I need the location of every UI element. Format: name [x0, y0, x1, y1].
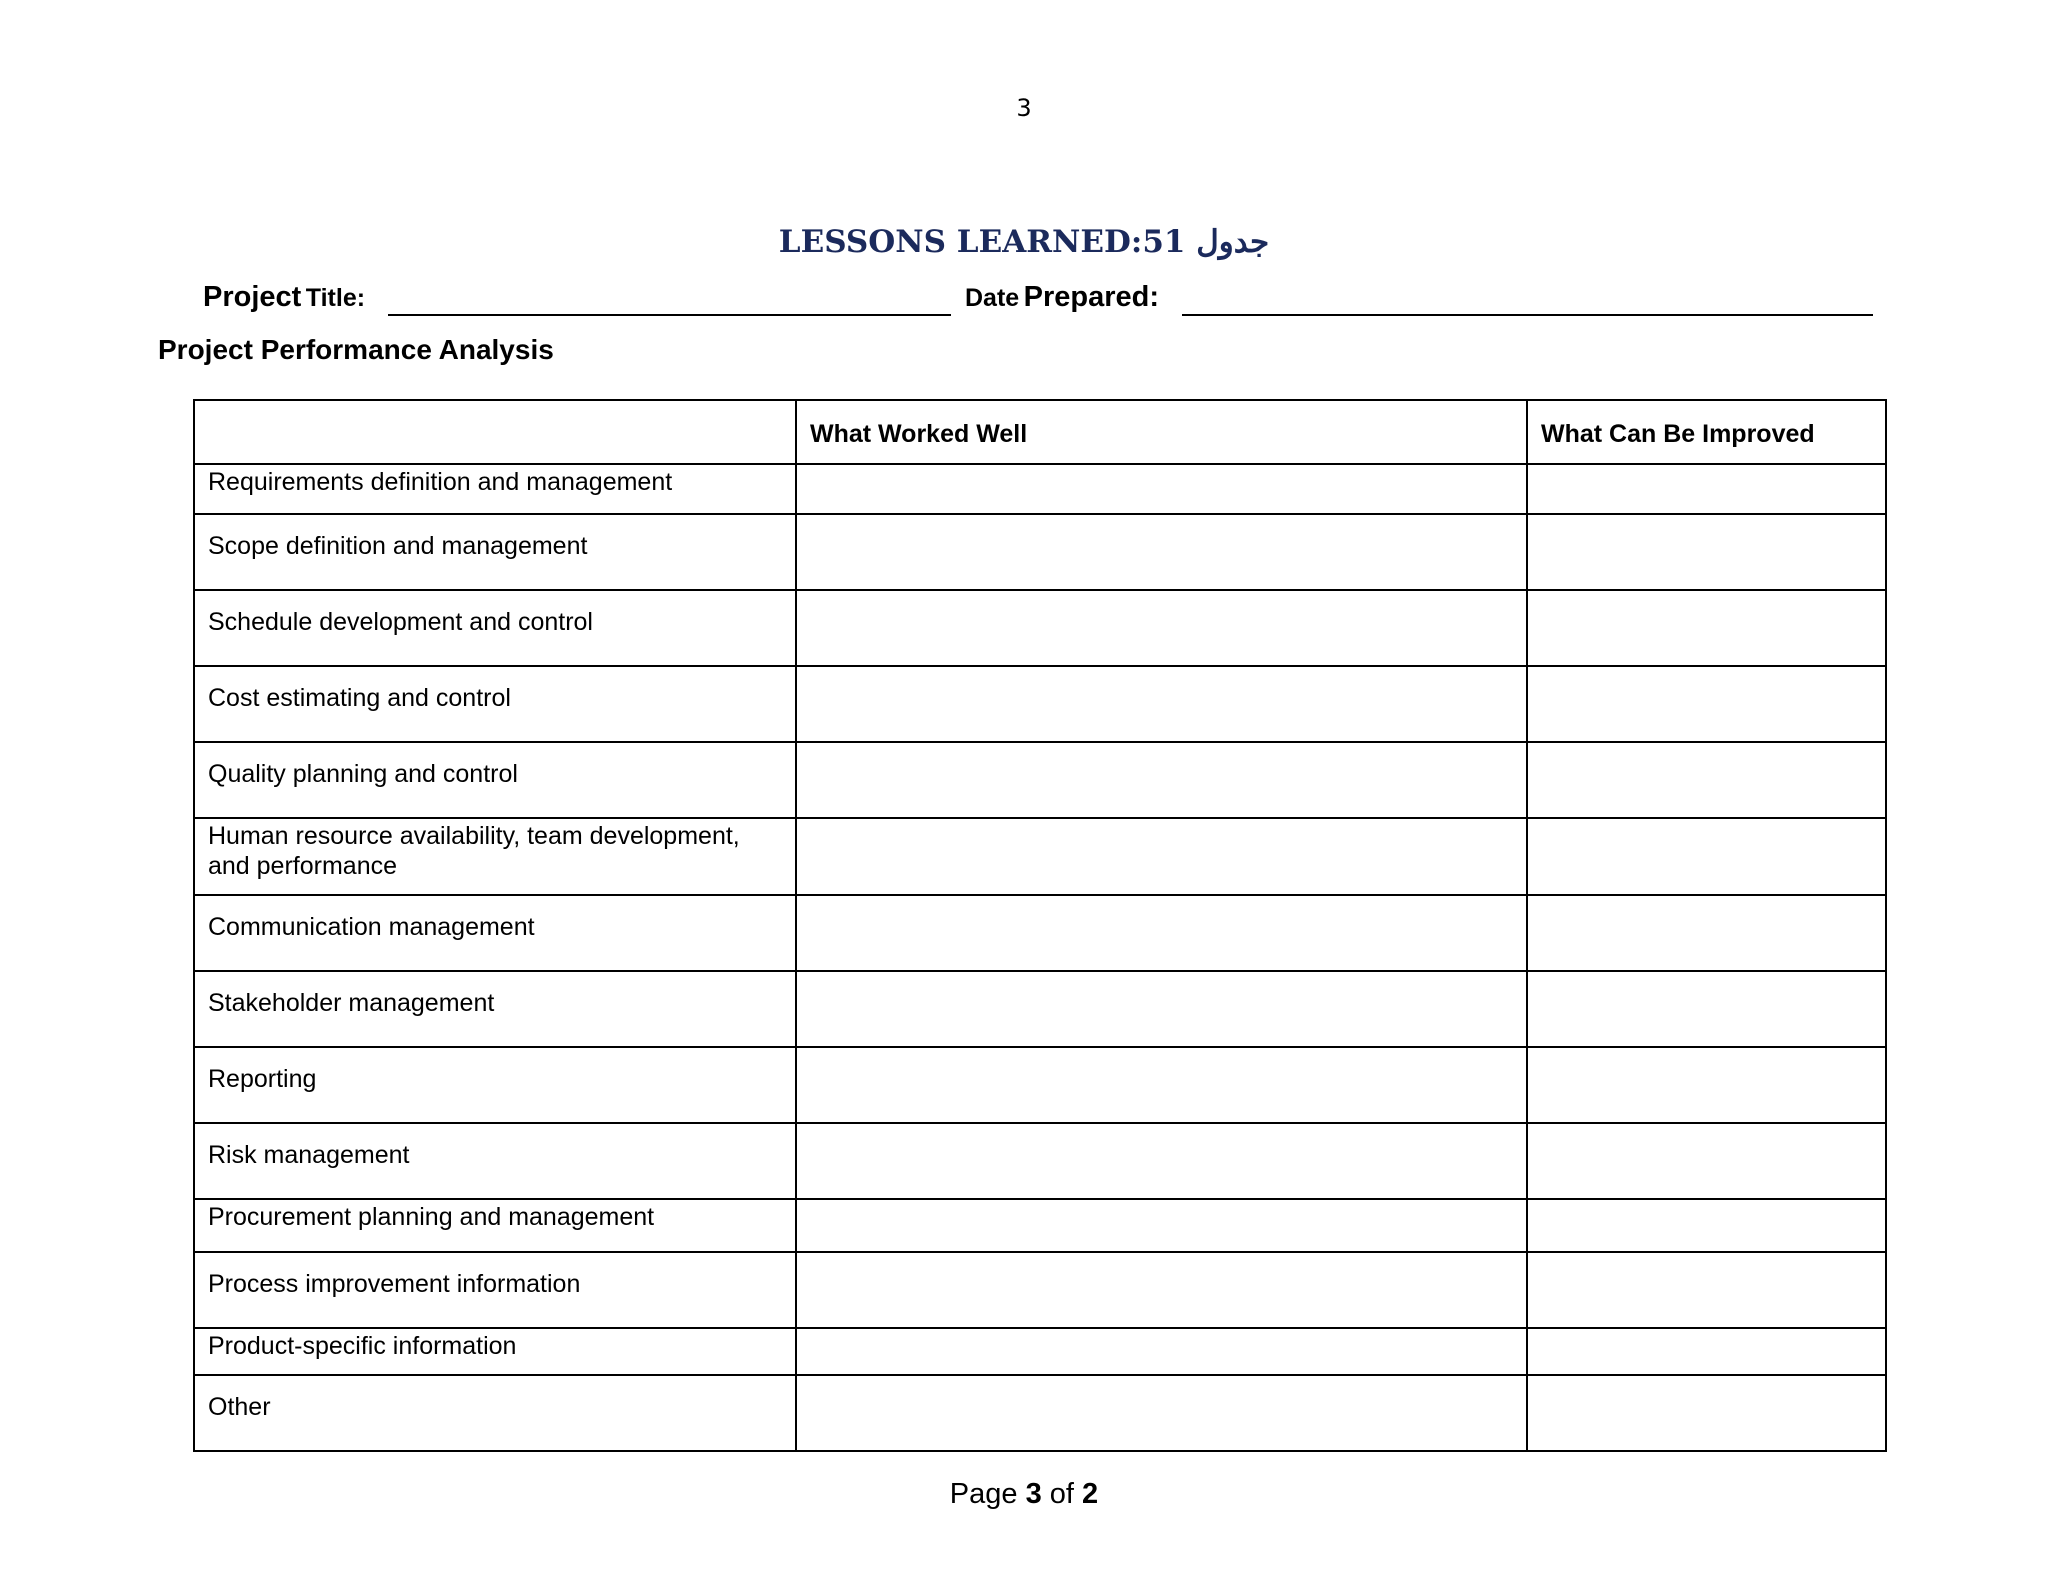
table-row	[194, 971, 1886, 1047]
row-category: Schedule development and control	[194, 590, 796, 666]
worked-well-cell[interactable]	[796, 1123, 1527, 1199]
date-prepared-field[interactable]	[1182, 314, 1873, 316]
column-header-improve: What Can Be Improved	[1527, 400, 1886, 464]
improve-cell[interactable]	[1527, 742, 1886, 818]
table-row	[194, 895, 1886, 971]
worked-well-cell[interactable]	[796, 1047, 1527, 1123]
worked-well-cell[interactable]	[796, 464, 1527, 514]
row-category: Quality planning and control	[194, 742, 796, 818]
table-row	[194, 1375, 1886, 1451]
page-number: 3	[1016, 94, 1032, 122]
footer-total-pages: 2	[1082, 1478, 1099, 1510]
improve-cell[interactable]	[1527, 1375, 1886, 1451]
improve-cell[interactable]	[1527, 1123, 1886, 1199]
table-row	[194, 1252, 1886, 1328]
worked-well-cell[interactable]	[796, 1252, 1527, 1328]
improve-cell[interactable]	[1527, 818, 1886, 895]
worked-well-cell[interactable]	[796, 1375, 1527, 1451]
page-footer	[0, 1478, 2048, 1511]
improve-cell[interactable]	[1527, 971, 1886, 1047]
document-title: LESSONS LEARNED:51 جدول	[778, 224, 1270, 260]
row-category: Risk management	[194, 1123, 796, 1199]
footer-page-word: Page	[949, 1478, 1018, 1510]
row-category: Stakeholder management	[194, 971, 796, 1047]
improve-cell[interactable]	[1527, 590, 1886, 666]
improve-cell[interactable]	[1527, 895, 1886, 971]
table-row	[194, 1199, 1886, 1252]
improve-cell[interactable]	[1527, 1047, 1886, 1123]
row-category: Cost estimating and control	[194, 666, 796, 742]
row-category: Human resource availability, team development, and performance	[194, 818, 796, 895]
table-row	[194, 1047, 1886, 1123]
header-fields	[203, 277, 1873, 317]
worked-well-cell[interactable]	[796, 895, 1527, 971]
worked-well-cell[interactable]	[796, 1199, 1527, 1252]
worked-well-cell[interactable]	[796, 1328, 1527, 1375]
improve-cell[interactable]	[1527, 666, 1886, 742]
table-row	[194, 1123, 1886, 1199]
table-row	[194, 514, 1886, 590]
table-row	[194, 464, 1886, 514]
project-title-field[interactable]	[388, 314, 951, 316]
row-category: Reporting	[194, 1047, 796, 1123]
improve-cell[interactable]	[1527, 514, 1886, 590]
column-header-category	[194, 400, 796, 464]
column-header-worked-well: What Worked Well	[796, 400, 1527, 464]
worked-well-cell[interactable]	[796, 590, 1527, 666]
improve-cell[interactable]	[1527, 1199, 1886, 1252]
row-category: Scope definition and management	[194, 514, 796, 590]
row-category: Product-specific information	[194, 1328, 796, 1375]
improve-cell[interactable]	[1527, 1328, 1886, 1375]
row-category: Procurement planning and management	[194, 1199, 796, 1252]
worked-well-cell[interactable]	[796, 742, 1527, 818]
footer-current-page: 3	[1025, 1478, 1042, 1510]
improve-cell[interactable]	[1527, 1252, 1886, 1328]
table-row	[194, 742, 1886, 818]
row-category: Other	[194, 1375, 796, 1451]
table-row	[194, 666, 1886, 742]
project-title-label: Project Title:	[203, 281, 366, 313]
row-category: Communication management	[194, 895, 796, 971]
lessons-learned-table	[193, 399, 1887, 1452]
row-category: Process improvement information	[194, 1252, 796, 1328]
table-row	[194, 590, 1886, 666]
table-row	[194, 818, 1886, 895]
improve-cell[interactable]	[1527, 464, 1886, 514]
worked-well-cell[interactable]	[796, 666, 1527, 742]
worked-well-cell[interactable]	[796, 818, 1527, 895]
date-prepared-label: Date Prepared:	[965, 281, 1160, 313]
table-header-row	[194, 400, 1886, 464]
worked-well-cell[interactable]	[796, 971, 1527, 1047]
footer-of-word: of	[1049, 1478, 1074, 1510]
row-category: Requirements definition and management	[194, 464, 796, 514]
section-heading: Project Performance Analysis	[158, 334, 554, 365]
worked-well-cell[interactable]	[796, 514, 1527, 590]
table-row	[194, 1328, 1886, 1375]
